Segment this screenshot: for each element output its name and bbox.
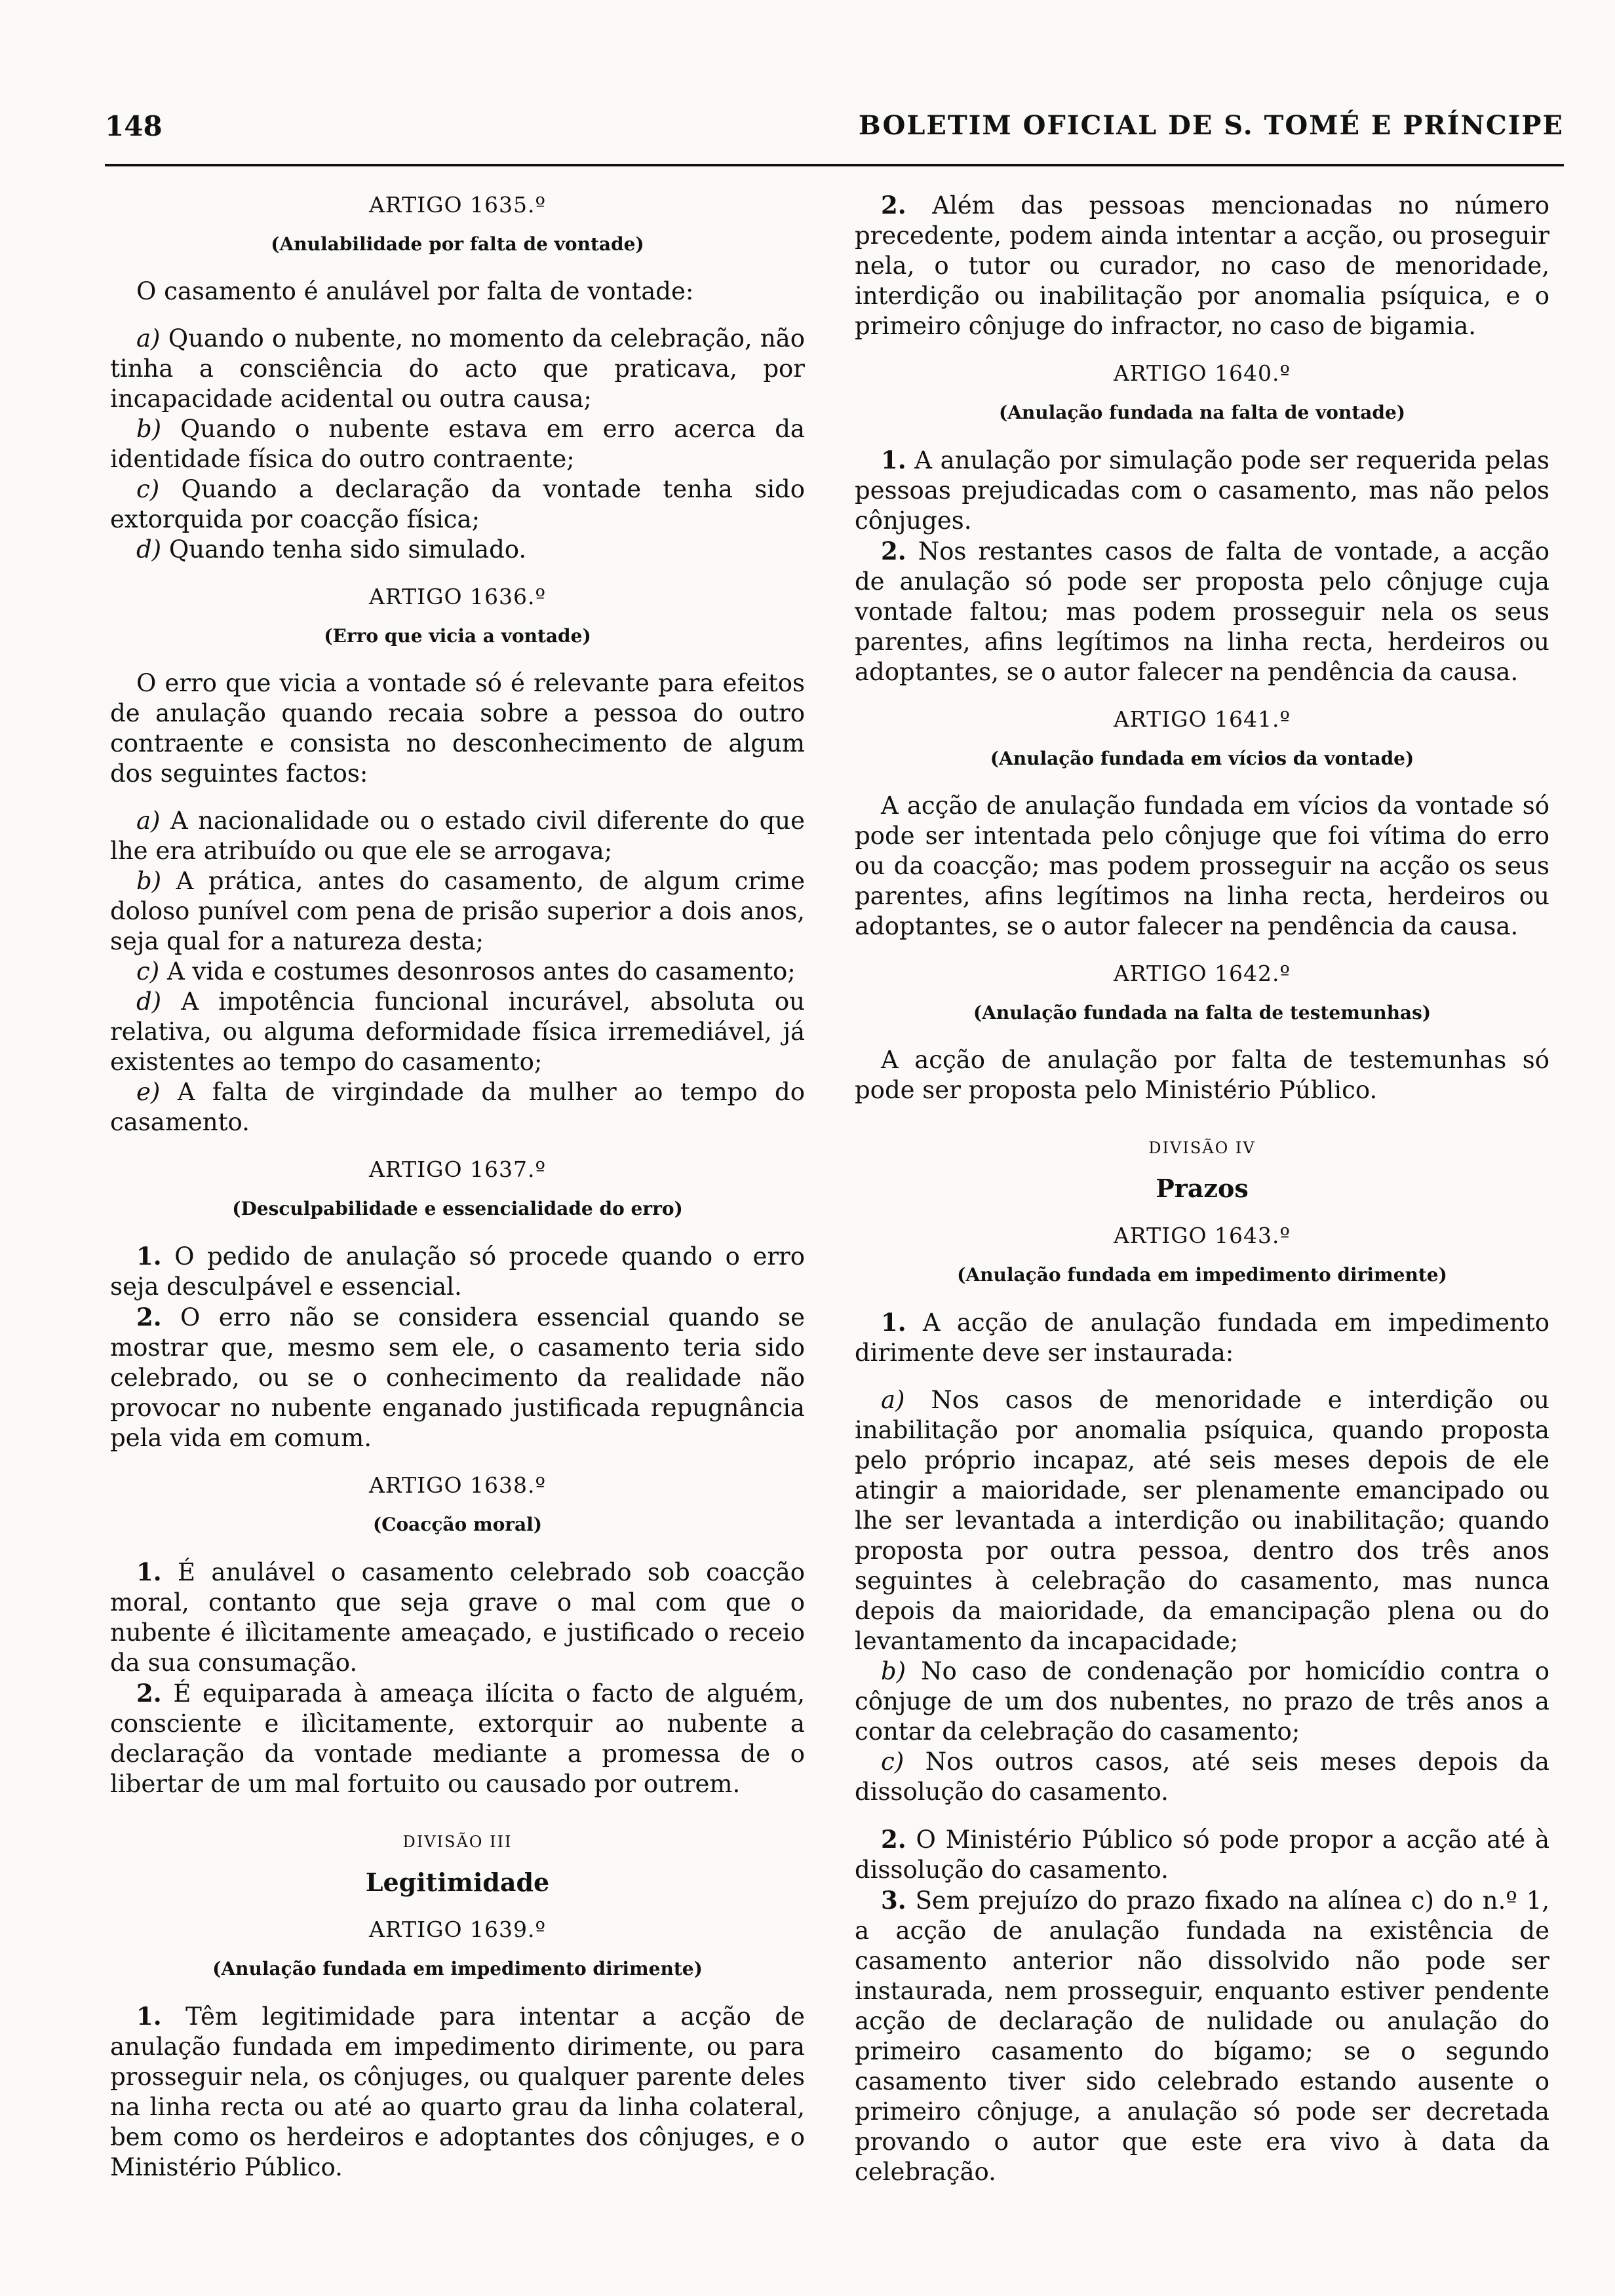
paragraph-number: 2. (881, 191, 906, 220)
numbered-paragraph (110, 1678, 805, 1799)
article-text: A acção de anulação fundada em vícios da vontade só pode ser intentada pelo cônjuge que foi vítima do erro ou da coacção; mas podem prosseguir na acção os seus parentes, afins legítimos na linha recta, herdeiros ou adoptantes, se o autor falecer na pendência da causa. (855, 792, 1549, 940)
paragraph-text: Além das pessoas mencionadas no número precedente, podem ainda intentar a acção, ou proseguir nela, o tutor ou curador, no caso de menoridade, interdição ou inabilitação por anomalia psíquica, e o primeiro cônjuge do infractor, no caso de bigamia. (855, 191, 1549, 340)
paragraph-number: 2. (136, 1679, 162, 1708)
paragraph-text: Têm legitimidade para intentar a acção de anulação fundada em impedimento dirimente, ou para prosseguir nela, os cônjuges, ou qualquer parente deles na linha recta ou até ao quarto grau da linha colateral, bem como os herdeiros e adoptantes dos cônjuges, e o Ministério Público. (110, 2002, 805, 2181)
item-text: No caso de condenação por homicídio contra o cônjuge de um dos nubentes, no prazo de três anos a contar da celebração do casamento; (855, 1657, 1549, 1746)
page-header (105, 105, 1564, 166)
item-label: b) (136, 867, 162, 895)
numbered-paragraph (855, 445, 1549, 536)
list-item (110, 414, 805, 474)
paragraph-number: 1. (881, 446, 906, 474)
item-text: Quando a declaração da vontade tenha sido extorquida por coacção física; (110, 475, 806, 533)
item-text: Nos casos de menoridade e interdição ou inabilitação por anomalia psíquica, quando proposta pelo próprio incapaz, até seis meses depois de ele atingir a maioridade, ser plenamente emancipado ou lhe ser levantada a interdição ou inabilitação; quando proposta por outra pessoa, dentro dos três anos seguintes à celebração do casamento, mas nunca depois da maioridade, da emancipação plena ou do levantamento da incapacidade; (855, 1386, 1549, 1655)
item-text: A impotência funcional incurável, absoluta ou relativa, ou alguma deformidade física irremediável, já existentes ao tempo do casamento; (110, 987, 805, 1076)
article-subtitle: (Anulabilidade por falta de vontade) (271, 233, 644, 255)
article-title: ARTIGO 1641.º (1113, 706, 1291, 732)
numbered-paragraph (110, 1557, 805, 1678)
paragraph-text: Sem prejuízo do prazo fixado na alínea c) do n.º 1, a acção de anulação fundada na existência de casamento anterior não dissolvido não pode ser instaurada, nem prosseguir, enquanto estiver pendente acção de declaração de nulidade ou anulação do primeiro casamento do bígamo; se o segundo casamento tiver sido celebrado estando ausente o primeiro cônjuge, a anulação só pode ser decretada provando o autor que este era vivo à data da celebração. (855, 1886, 1549, 2186)
numbered-paragraph (110, 1302, 805, 1453)
paragraph-number: 1. (136, 1242, 162, 1271)
item-label: b) (881, 1657, 906, 1685)
paragraph-text: Nos restantes casos de falta de vontade, a acção de anulação só pode ser proposta pelo cônjuge cuja vontade faltou; mas podem prosseguir nela os seus parentes, afins legítimos na linha recta, herdeiros ou adoptantes, se o autor falecer na pendência da causa. (855, 537, 1550, 686)
article-subtitle: (Desculpabilidade e essencialidade do erro) (232, 1198, 683, 1219)
paragraph-number: 2. (881, 537, 906, 565)
article-subtitle: (Anulação fundada em impedimento dirimente) (212, 1958, 703, 1980)
item-label: b) (136, 415, 162, 443)
list-item (855, 1747, 1549, 1807)
list-item (110, 987, 805, 1077)
item-text: A nacionalidade ou o estado civil diferente do que lhe era atribuído ou que ele se arrogava; (110, 807, 806, 865)
list-item (110, 866, 805, 957)
paragraph-number: 1. (136, 2002, 162, 2031)
item-text: Quando o nubente estava em erro acerca da identidade física do outro contraente; (110, 415, 805, 473)
article-subtitle: (Anulação fundada na falta de vontade) (998, 402, 1406, 423)
numbered-paragraph (855, 536, 1549, 687)
left-column (110, 190, 805, 2183)
list-item (110, 324, 805, 414)
division-title: Legitimidade (365, 1867, 550, 1897)
article-text: A acção de anulação por falta de testemunhas só pode ser proposta pelo Ministério Público. (855, 1046, 1549, 1104)
list-item (855, 1656, 1549, 1747)
article-title: ARTIGO 1636.º (368, 584, 547, 609)
list-item (110, 957, 805, 987)
article-title: ARTIGO 1640.º (1113, 360, 1291, 386)
item-text: Nos outros casos, até seis meses depois da dissolução do casamento. (855, 1748, 1549, 1806)
item-label: c) (136, 475, 160, 503)
item-label: a) (881, 1386, 905, 1414)
article-title: ARTIGO 1638.º (368, 1472, 547, 1498)
article-title: ARTIGO 1643.º (1113, 1223, 1291, 1248)
paragraph-text: A anulação por simulação pode ser requerida pelas pessoas prejudicadas com o casamento, mas não pelos cônjuges. (855, 446, 1550, 535)
item-label: a) (136, 324, 161, 353)
numbered-paragraph (855, 1885, 1549, 2187)
article-intro: O erro que vicia a vontade só é relevante para efeitos de anulação quando recaia sobre a pessoa do outro contraente e consista no desconhecimento de algum dos seguintes factos: (110, 669, 805, 788)
numbered-paragraph (855, 190, 1549, 341)
article-subtitle: (Anulação fundada em vícios da vontade) (990, 748, 1414, 769)
item-text: A vida e costumes desonrosos antes do casamento; (166, 957, 796, 985)
paragraph-text: É anulável o casamento celebrado sob coacção moral, contanto que seja grave o mal com que o nubente é ilìcitamente ameaçado, e justificado o receio da sua consumação. (110, 1558, 806, 1677)
paragraph-number: 1. (136, 1558, 162, 1586)
article-title: ARTIGO 1639.º (368, 1917, 547, 1942)
paragraph-text: A acção de anulação fundada em impedimento dirimente deve ser instaurada: (855, 1309, 1549, 1367)
paragraph-text: O pedido de anulação só procede quando o erro seja desculpável e essencial. (110, 1242, 805, 1301)
list-item (110, 806, 805, 866)
item-label: d) (136, 987, 162, 1016)
item-label: d) (136, 535, 162, 564)
numbered-paragraph (110, 2001, 805, 2183)
paragraph-text: O erro não se considera essencial quando se mostrar que, mesmo sem ele, o casamento teria sido celebrado, ou se o conhecimento da realidade não provocar no nubente enganado justificada repugnância pela vida em comum. (110, 1303, 806, 1452)
division-label: DIVISÃO III (402, 1833, 513, 1851)
article-subtitle: (Anulação fundada na falta de testemunhas) (973, 1002, 1431, 1024)
article-title: ARTIGO 1635.º (368, 192, 547, 218)
item-label: a) (136, 807, 161, 835)
item-label: c) (881, 1748, 905, 1776)
article-subtitle: (Erro que vicia a vontade) (324, 625, 591, 647)
page-number: 148 (105, 110, 163, 142)
item-label: e) (136, 1078, 161, 1106)
paragraph-number: 2. (136, 1303, 162, 1331)
paragraph-number: 3. (881, 1886, 906, 1915)
article-intro: O casamento é anulável por falta de vontade: (136, 277, 694, 305)
division-title: Prazos (1156, 1174, 1249, 1203)
paragraph-text: É equiparada à ameaça ilícita o facto de alguém, consciente e ilìcitamente, extorquir ao nubente a declaração da vontade mediante a promessa de o libertar de um mal fortuito ou causado por outrem. (110, 1679, 805, 1798)
paragraph-text: O Ministério Público só pode propor a acção até à dissolução do casamento. (855, 1826, 1550, 1884)
paragraph-number: 1. (881, 1308, 906, 1337)
running-title: BOLETIM OFICIAL DE S. TOMÉ E PRÍNCIPE (858, 110, 1564, 141)
list-item (110, 474, 805, 535)
numbered-paragraph (855, 1824, 1549, 1885)
article-title: ARTIGO 1637.º (368, 1157, 547, 1182)
numbered-paragraph (110, 1241, 805, 1302)
item-text: Quando tenha sido simulado. (168, 535, 527, 564)
numbered-paragraph (855, 1307, 1549, 1368)
article-title: ARTIGO 1642.º (1113, 961, 1291, 986)
article-subtitle: (Anulação fundada em impedimento dirimente) (957, 1264, 1447, 1286)
list-item (110, 1077, 805, 1138)
paragraph-number: 2. (881, 1825, 906, 1854)
division-label: DIVISÃO IV (1148, 1139, 1256, 1157)
item-text: Quando o nubente, no momento da celebração, não tinha a consciência do acto que praticava, por incapacidade acidental ou outra causa; (110, 324, 805, 413)
list-item (110, 535, 805, 565)
right-column (855, 190, 1549, 2187)
item-text: A falta de virgindade da mulher ao tempo do casamento. (110, 1078, 806, 1136)
item-label: c) (136, 957, 160, 985)
item-text: A prática, antes do casamento, de algum crime doloso punível com pena de prisão superior a dois anos, seja qual for a natureza desta; (110, 867, 806, 955)
list-item (855, 1385, 1549, 1656)
article-subtitle: (Coacção moral) (372, 1514, 543, 1535)
